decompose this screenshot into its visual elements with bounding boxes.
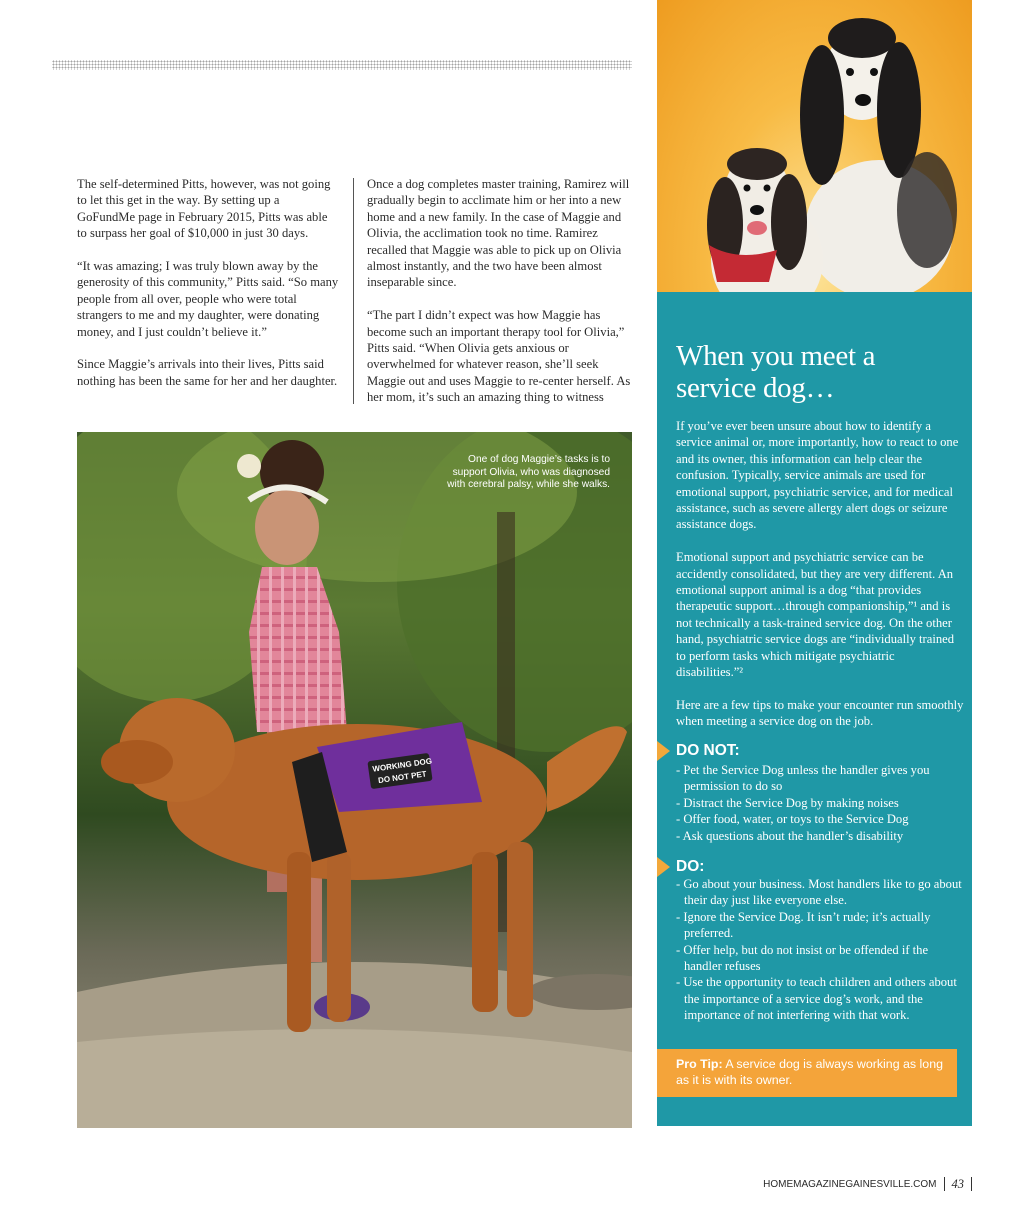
- article-column-left: [77, 176, 339, 406]
- article-paragraph: Once a dog completes master training, Ramirez will gradually begin to acclimate him or her into a new home and a new family. In the case of Maggie and Olivia, the acclimation took no time. Ramirez recalled that Maggie was able to pick up on Olivia almost instantly, and the two have been almost inseparable since.: [367, 177, 630, 290]
- sidebar-title: When you meet a service dog…: [676, 340, 876, 404]
- do-heading: DO:: [676, 858, 705, 875]
- list-item: - Go about your business. Most handlers like to go about their day just like everyone else.: [676, 877, 962, 908]
- list-item: - Distract the Service Dog by making noises: [676, 795, 899, 810]
- do-list: [676, 876, 964, 1024]
- article-paragraph: “It was amazing; I was truly blown away by the generosity of this community,” Pitts said. “So many people from all over, people who were total strangers to me and my daughter, were donating money, and I just couldn’t believe it.”: [77, 259, 339, 339]
- do-marker-arrow: [657, 857, 670, 877]
- do-not-marker-arrow: [657, 741, 670, 761]
- decorative-dot-band: [52, 60, 632, 70]
- list-item: - Offer food, water, or toys to the Service Dog: [676, 812, 909, 827]
- page-footer: [763, 1176, 972, 1192]
- sidebar-body: [676, 418, 964, 746]
- footer-divider: [944, 1177, 945, 1191]
- vest-patch-text-2: DO NOT PET: [377, 769, 428, 786]
- pro-tip-text: A service dog is always working as long as it is with its owner.: [676, 1057, 943, 1087]
- list-item: - Pet the Service Dog unless the handler gives you permission to do so: [676, 763, 930, 794]
- list-item: - Offer help, but do not insist or be offended if the handler refuses: [676, 942, 929, 974]
- service-dog-sidebar: [657, 0, 972, 1126]
- article-column-right: [367, 176, 633, 422]
- list-item: - Use the opportunity to teach children and others about the importance of a service dog’s work, and the importance of not interfering with that work.: [676, 975, 957, 1023]
- column-divider: [353, 178, 354, 404]
- pro-tip-label: Pro Tip:: [676, 1057, 723, 1071]
- list-item: - Ignore the Service Dog. It isn’t rude; it’s actually preferred.: [676, 909, 931, 941]
- photo-caption: One of dog Maggie’s tasks is to support Olivia, who was diagnosed with cerebral palsy, while she walks.: [447, 454, 610, 491]
- page-number: 43: [951, 1176, 964, 1191]
- article-paragraph: The self-determined Pitts, however, was not going to let this get in the way. By setting up a GoFundMe page in February 2015, Pitts was able to surpass her goal of $10,000 in just 30 days.: [77, 177, 331, 241]
- sidebar-paragraph: If you’ve ever been unsure about how to identify a service animal or, more importantly, how to react to one and its owner, this information can help clear the confusion. Typically, service animals are used for emotional support, psychiatric service, and for medical assistance, such as severe allergy alert dogs or seizure assistance dogs.: [676, 419, 959, 532]
- sidebar-paragraph: Here are a few tips to make your encounter run smoothly when meeting a service dog on the job.: [676, 697, 964, 729]
- pro-tip-box: [657, 1049, 957, 1097]
- vest-patch-text-1: WORKING DOG: [371, 756, 433, 774]
- girl-with-service-dog-photo: [77, 432, 632, 1128]
- spaniel-illustration: [657, 0, 972, 292]
- do-not-list: [676, 762, 964, 844]
- sidebar-paragraph: Emotional support and psychiatric service can be accidently consolidated, but they are very different. An emotional support animal is a dog “that provides therapeutic support…through companionship,”¹ and is not technically a task-trained service dog. On the other hand, psychiatric service dogs are “individually trained to perform tasks which mitigate psychiatric disabilities.”²: [676, 550, 955, 680]
- spaniel-dogs-photo: [657, 0, 972, 292]
- article-paragraph: Since Maggie’s arrivals into their lives, Pitts said nothing has been the same for her and her daughter.: [77, 357, 338, 388]
- photo-illustration: [77, 432, 632, 1128]
- article-paragraph: “The part I didn’t expect was how Maggie has become such an important therapy tool for Olivia,” Pitts said. “When Olivia gets anxious or overwhelmed for whatever reason, she’ll seek Maggie out and uses Maggie to re-center herself. As her mom, it’s such an amazing thing to witness: [367, 308, 631, 405]
- do-not-heading: DO NOT:: [676, 742, 740, 759]
- list-item: - Ask questions about the handler’s disability: [676, 828, 904, 843]
- footer-divider: [971, 1177, 972, 1191]
- footer-site-url: HOMEMAGAZINEGAINESVILLE.COM: [763, 1178, 937, 1190]
